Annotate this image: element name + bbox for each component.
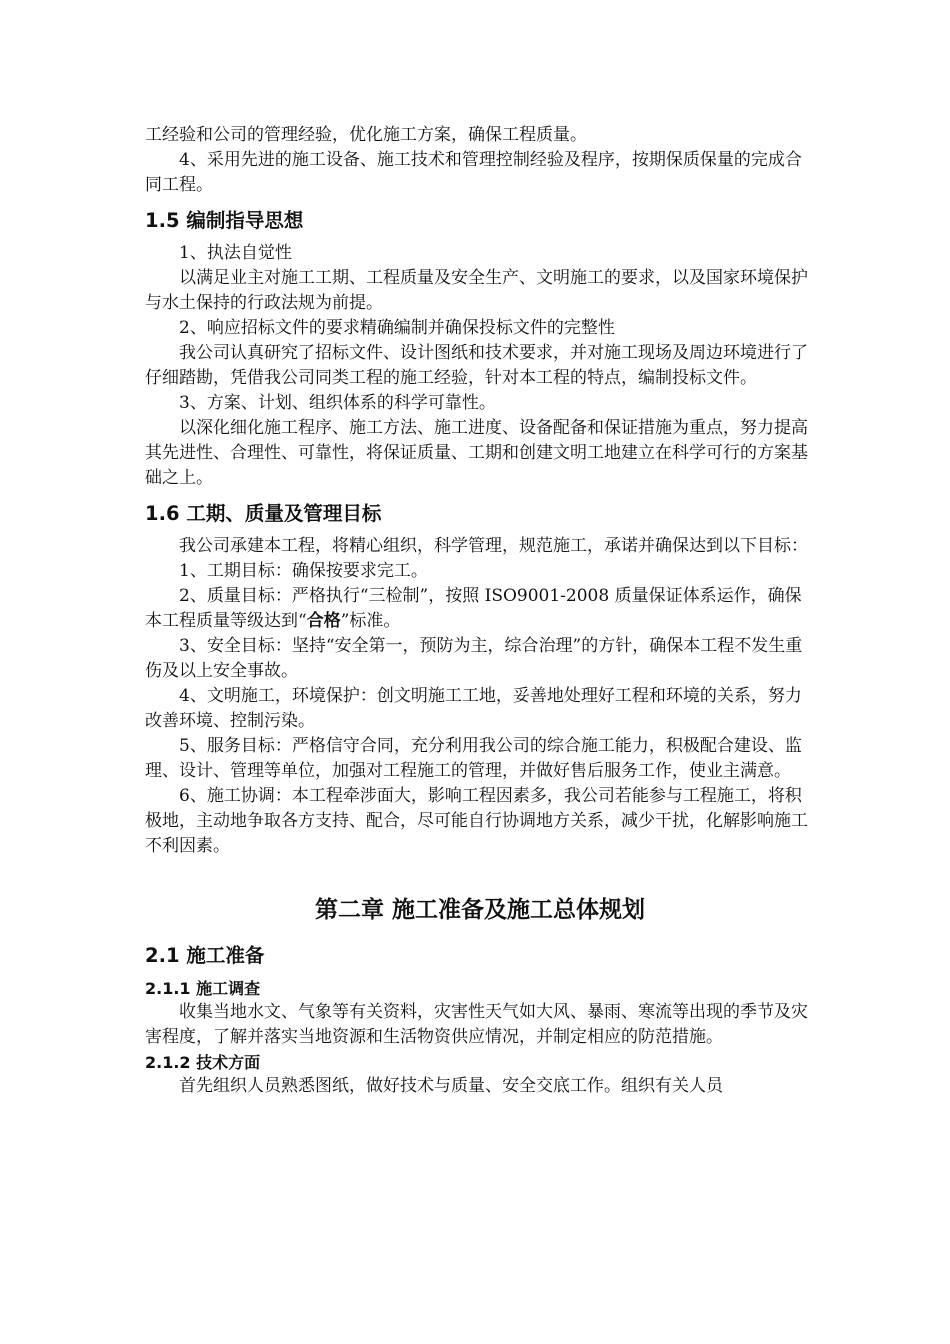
paragraph: 以深化细化施工程序、施工方法、施工进度、设备配备和保证措施为重点，努力提高其先进性、合理性、可靠性，将保证质量、工期和创建文明工地建立在科学可行的方案基础之上。: [145, 418, 808, 488]
paragraph: [145, 584, 815, 634]
paragraph: 我公司承建本工程，将精心组织，科学管理，规范施工，承诺并确保达到以下目标：: [179, 536, 808, 556]
paragraph: 工经验和公司的管理经验，优化施工方案，确保工程质量。: [145, 125, 587, 145]
subsection-heading-2-1-2: 2.1.2 技术方面: [145, 1053, 261, 1072]
paragraph: 4、采用先进的施工设备、施工技术和管理控制经验及程序，按期保质保量的完成合同工程。: [145, 150, 802, 195]
paragraph: 5、服务目标：严格信守合同，充分利用我公司的综合施工能力，积极配合建设、监理、设计、管理等单位，加强对工程施工的管理，并做好售后服务工作，使业主满意。: [145, 736, 802, 781]
paragraph: 我公司认真研究了招标文件、设计图纸和技术要求，并对施工现场及周边环境进行了仔细踏勘，凭借我公司同类工程的施工经验，针对本工程的特点，编制投标文件。: [145, 343, 808, 388]
paragraph: 6、施工协调：本工程牵涉面大，影响工程因素多，我公司若能参与工程施工，将积极地，主动地争取各方支持、配合，尽可能自行协调地方关系，减少干扰，化解影响施工不利因素。: [145, 786, 808, 856]
paragraph: 1、执法自觉性: [179, 243, 292, 263]
paragraph: 2、响应招标文件的要求精确编制并确保投标文件的完整性: [179, 318, 615, 338]
section-heading-1-6: 1.6 工期、质量及管理目标: [145, 502, 382, 525]
paragraph-text: ”标准。: [340, 611, 401, 631]
paragraph-text: 2、质量目标：严格执行“三检制”，按照 ISO9001-2008 质量保证体系运作，确保本工程质量等级达到“: [145, 586, 802, 631]
section-heading-1-5: 1.5 编制指导思想: [145, 209, 304, 232]
paragraph: 收集当地水文、气象等有关资料，灾害性天气如大风、暴雨、寒流等出现的季节及灾害程度，了解并落实当地资源和生活物资供应情况，并制定相应的防范措施。: [145, 1002, 808, 1047]
paragraph: 3、方案、计划、组织体系的科学可靠性。: [179, 393, 496, 413]
paragraph: 4、文明施工，环境保护：创文明施工工地，妥善地处理好工程和环境的关系，努力改善环境、控制污染。: [145, 686, 802, 731]
subsection-heading-2-1-1: 2.1.1 施工调查: [145, 979, 261, 998]
paragraph: 3、安全目标：坚持“安全第一，预防为主，综合治理”的方针，确保本工程不发生重伤及以上安全事故。: [145, 636, 803, 681]
paragraph: 首先组织人员熟悉图纸，做好技术与质量、安全交底工作。组织有关人员: [179, 1076, 723, 1096]
document-page: [145, 123, 815, 1099]
paragraph: 以满足业主对施工工期、工程质量及安全生产、文明施工的要求，以及国家环境保护与水土保持的行政法规为前提。: [145, 268, 808, 313]
chapter-title: 第二章 施工准备及施工总体规划: [314, 897, 645, 923]
paragraph: 1、工期目标：确保按要求完工。: [179, 561, 428, 581]
section-heading-2-1: 2.1 施工准备: [145, 944, 265, 967]
quality-grade-emphasis: 合格: [306, 611, 341, 631]
